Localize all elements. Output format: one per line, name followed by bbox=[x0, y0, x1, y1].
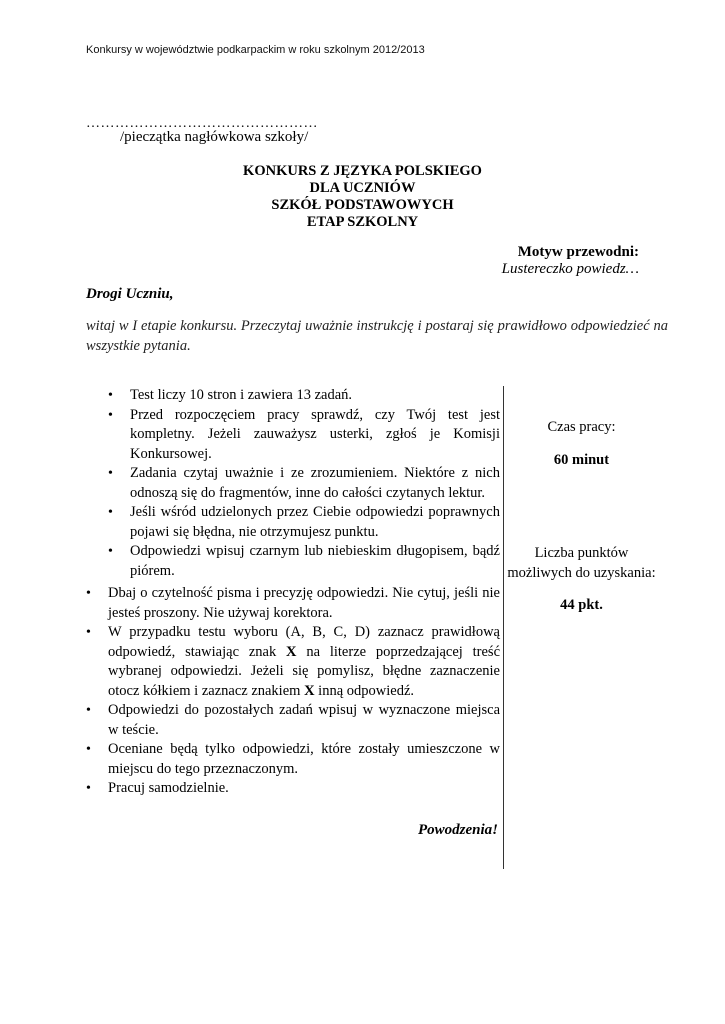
rule-item: • Odpowiedzi wpisuj czarnym lub niebieskim długopisem, bądź piórem. bbox=[130, 542, 500, 581]
rule-item-answer-marking bbox=[108, 623, 500, 701]
rule-item: • Test liczy 10 stron i zawiera 13 zadań. bbox=[130, 386, 500, 406]
points-label: Liczba punktów bbox=[534, 545, 629, 561]
motto-label: Motyw przewodni: bbox=[517, 244, 639, 260]
rule-item: • Odpowiedzi do pozostałych zadań wpisuj w wyznaczone miejsca w teście. bbox=[108, 701, 500, 740]
mark-symbol: X bbox=[304, 682, 315, 699]
rule-item: • Przed rozpoczęciem pracy sprawdź, czy Twój test jest kompletny. Jeżeli zauważysz usterki, zgłoś je Komisji Konkursowej. bbox=[130, 406, 500, 465]
motto-text: Lustereczko powiedz… bbox=[501, 261, 639, 277]
good-luck: Powodzenia! bbox=[417, 822, 498, 838]
points-value: 44 pkt. bbox=[560, 597, 603, 613]
title-line: KONKURS Z JĘZYKA POLSKIEGO bbox=[243, 163, 482, 179]
stamp-label: /pieczątka nagłówkowa szkoły/ bbox=[120, 129, 309, 145]
running-header: Konkursy w województwie podkarpackim w roku szkolnym 2012/2013 bbox=[86, 44, 425, 56]
contest-title bbox=[0, 163, 725, 231]
rule-text: W przypadku testu wyboru (A, B, C, D) zaznacz prawidłową odpowiedź, stawiając znak bbox=[108, 624, 500, 660]
mark-symbol: X bbox=[286, 643, 297, 660]
title-line: DLA UCZNIÓW bbox=[309, 180, 416, 196]
rule-item: • Dbaj o czytelność pisma i precyzję odpowiedzi. Nie cytuj, jeśli nie jesteś proszony. Nie używaj korektora. bbox=[108, 584, 500, 623]
time-value: 60 minut bbox=[553, 452, 610, 468]
column-divider bbox=[503, 386, 504, 869]
rules-list-inner bbox=[130, 386, 500, 581]
title-line: SZKÓŁ PODSTAWOWYCH bbox=[271, 197, 454, 213]
rule-item: • Zadania czytaj uważnie i ze zrozumieniem. Niektóre z nich odnoszą się do fragmentów, inne do całości czytanych lektur. bbox=[130, 464, 500, 503]
rules-list-outer bbox=[108, 584, 500, 799]
rule-item: • Pracuj samodzielnie. bbox=[108, 779, 500, 799]
rule-item: • Jeśli wśród udzielonych przez Ciebie odpowiedzi poprawnych pojawi się błędna, nie otrzymujesz punktu. bbox=[130, 503, 500, 542]
intro-paragraph: witaj w I etapie konkursu. Przeczytaj uważnie instrukcję i postaraj się prawidłowo odpowiedzieć na wszystkie pytania. bbox=[86, 318, 668, 354]
rule-text: inną odpowiedź. bbox=[314, 682, 415, 699]
time-label: Czas pracy: bbox=[547, 419, 616, 435]
stamp-dotted-line: ………………………………………… bbox=[86, 116, 318, 131]
points-label: możliwych do uzyskania: bbox=[507, 565, 656, 581]
title-line: ETAP SZKOLNY bbox=[306, 214, 419, 230]
rule-item: • Oceniane będą tylko odpowiedzi, które zostały umieszczone w miejscu do tego przeznaczonym. bbox=[108, 740, 500, 779]
greeting: Drogi Uczniu, bbox=[86, 286, 174, 302]
rule-text: na literze poprzedzającej treść wybranej odpowiedzi. Jeżeli się pomylisz, błędne zaznaczenie otocz kółkiem i zaznacz znakiem bbox=[108, 643, 501, 699]
